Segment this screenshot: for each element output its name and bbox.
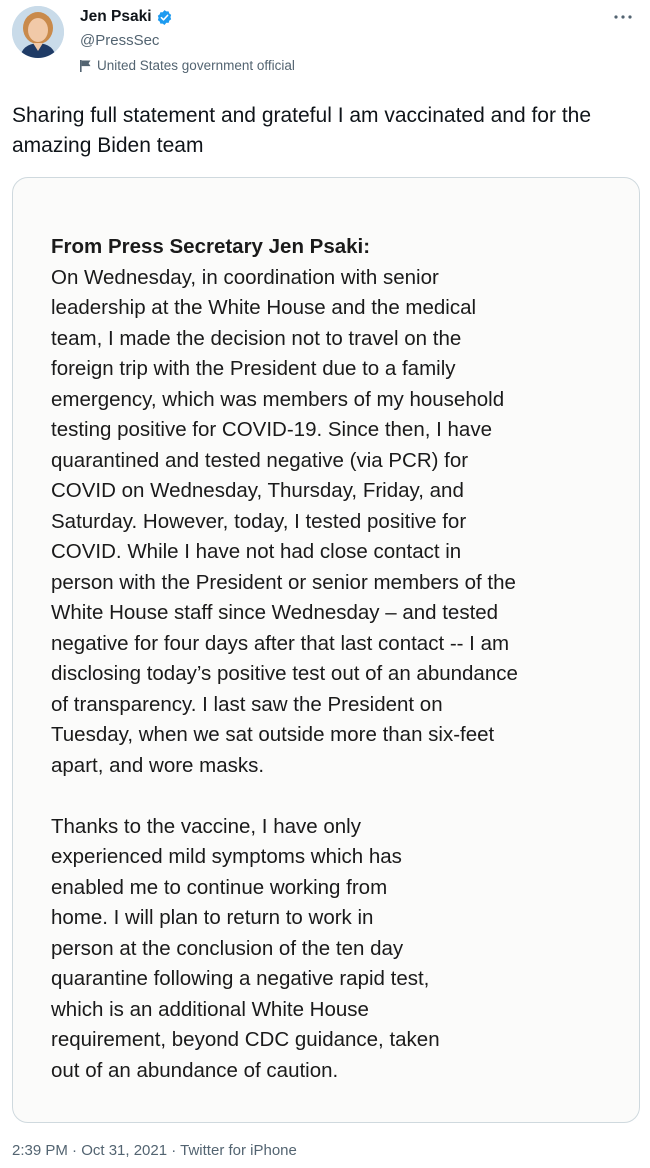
statement-paragraph: On Wednesday, in coordination with senior leadership at the White House and the medical team, I made the decision not to travel on the foreign trip with the President due to a family emergency, which was members of my household testing positive for COVID-19. Since then, I have quarantined and tested negative (via PCR) for COVID on Wednesday, Thursday, Friday, and Saturday. However, today, I tested positive for COVID. While I have not had close contact in person with the President or senior members of the White House staff since Wednesday – and tested negative for four days after that last contact -- I am disclosing today’s positive test out of an abundance of transparency. I last saw the President on Tuesday, when we sat outside more than six-feet apart, and wore masks.	[51, 265, 518, 777]
tweet-text: Sharing full statement and grateful I am vaccinated and for the amazing Biden team	[12, 104, 592, 157]
avatar[interactable]	[12, 6, 64, 58]
more-options-button[interactable]	[610, 8, 636, 26]
tweet-timestamp[interactable]: 2:39 PM · Oct 31, 2021 · Twitter for iPhone	[12, 1142, 297, 1159]
avatar-image	[12, 6, 64, 58]
author-handle[interactable]: @PressSec	[80, 32, 160, 49]
government-label-text: United States government official	[97, 58, 295, 73]
tweet-author	[80, 7, 173, 49]
statement-document	[51, 232, 631, 1086]
verified-badge-icon	[156, 9, 173, 26]
more-options-icon	[614, 15, 632, 19]
statement-paragraph: Thanks to the vaccine, I have only experienced mild symptoms which has enabled me to continue working from home. I will plan to return to work in person at the conclusion of the ten day quarantine following a negative rapid test, which is an additional White House requirement, beyond CDC guidance, taken out of an abundance of caution.	[51, 814, 440, 1082]
author-name[interactable]: Jen Psaki	[80, 8, 152, 25]
statement-heading: From Press Secretary Jen Psaki:	[51, 235, 371, 258]
government-label	[80, 58, 295, 73]
flag-icon	[80, 60, 91, 72]
tweet-media-image[interactable]	[12, 177, 640, 1123]
